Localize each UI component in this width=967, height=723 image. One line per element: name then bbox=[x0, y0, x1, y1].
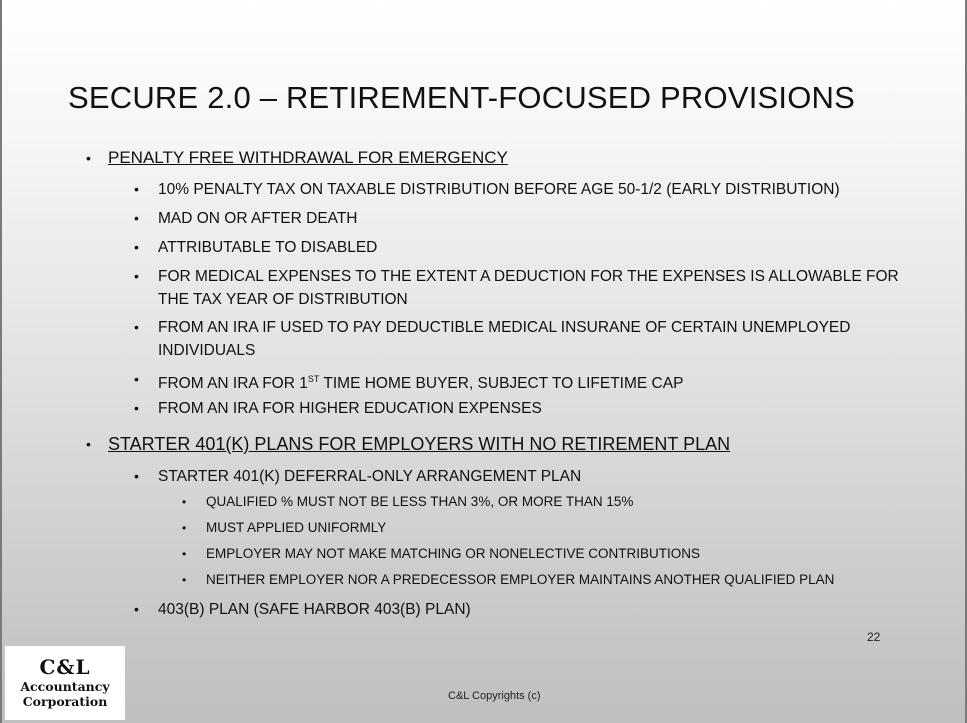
section-heading-text: STARTER 401(K) PLANS FOR EMPLOYERS WITH NO RETIREMENT PLAN bbox=[108, 434, 731, 454]
logo-line1: Accountancy bbox=[20, 679, 110, 694]
sub-list-item-text: EMPLOYER MAY NOT MAKE MATCHING OR NONELECTIVE CONTRIBUTIONS bbox=[206, 546, 701, 561]
list-item-text bbox=[158, 368, 683, 395]
superscript: ST bbox=[307, 374, 320, 384]
bullet-dot: • bbox=[182, 547, 187, 561]
list-item-text: ATTRIBUTABLE TO DISABLED bbox=[158, 239, 378, 256]
bullet-dot: • bbox=[134, 601, 139, 617]
list-item-text-line2: THE TAX YEAR OF DISTRIBUTION bbox=[158, 291, 408, 308]
list-item-text-line2: INDIVIDUALS bbox=[158, 342, 256, 359]
bullet-dot: • bbox=[134, 268, 139, 284]
bullet-dot: • bbox=[86, 150, 91, 166]
bullet-dot: • bbox=[182, 521, 187, 535]
footer-copyright: C&L Copyrights (c) bbox=[448, 690, 541, 702]
list-item-text: MAD ON OR AFTER DEATH bbox=[158, 210, 358, 227]
sub-list-item-text: QUALIFIED % MUST NOT BE LESS THAN 3%, OR MORE THAN 15% bbox=[206, 494, 634, 509]
bullet-dot: • bbox=[134, 400, 139, 416]
company-logo bbox=[5, 646, 125, 720]
bullet-dot: • bbox=[182, 573, 187, 587]
bullet-dot: • bbox=[134, 210, 139, 226]
sub-list-item-text: MUST APPLIED UNIFORMLY bbox=[206, 520, 387, 535]
list-item-text-part2: TIME HOME BUYER, SUBJECT TO LIFETIME CAP bbox=[319, 375, 684, 392]
list-item-text-line1: FOR MEDICAL EXPENSES TO THE EXTENT A DEDUCTION FOR THE EXPENSES IS ALLOWABLE FOR bbox=[158, 268, 899, 285]
slide bbox=[2, 0, 965, 723]
sub-list-item-text: NEITHER EMPLOYER NOR A PREDECESSOR EMPLOYER MAINTAINS ANOTHER QUALIFIED PLAN bbox=[206, 572, 835, 587]
section-heading-text: PENALTY FREE WITHDRAWAL FOR EMERGENCY bbox=[108, 148, 508, 167]
bullet-dot: • bbox=[134, 319, 139, 335]
bullet-dot: • bbox=[134, 468, 139, 484]
list-item-text: FROM AN IRA FOR HIGHER EDUCATION EXPENSES bbox=[158, 400, 542, 417]
page-number: 22 bbox=[867, 630, 881, 644]
bullet-dot: • bbox=[182, 495, 187, 509]
slide-title: SECURE 2.0 – RETIREMENT-FOCUSED PROVISIONS bbox=[68, 80, 855, 115]
logo-mark: C&L bbox=[39, 655, 91, 679]
list-item-text: STARTER 401(K) DEFERRAL-ONLY ARRANGEMENT PLAN bbox=[158, 468, 582, 485]
logo-line2: Corporation bbox=[22, 694, 108, 709]
bullet-dot: • bbox=[134, 239, 139, 255]
list-item-text-line1: FROM AN IRA IF USED TO PAY DEDUCTIBLE MEDICAL INSURANE OF CERTAIN UNEMPLOYED bbox=[158, 319, 851, 336]
list-item-text-part1: FROM AN IRA FOR 1 bbox=[158, 375, 308, 392]
list-item-text: 10% PENALTY TAX ON TAXABLE DISTRIBUTION BEFORE AGE 50-1/2 (EARLY DISTRIBUTION) bbox=[158, 181, 840, 198]
bullet-dot: • bbox=[134, 181, 139, 197]
bullet-dot: • bbox=[134, 371, 139, 387]
bullet-dot: • bbox=[86, 436, 91, 452]
list-item-text: 403(B) PLAN (SAFE HARBOR 403(B) PLAN) bbox=[158, 601, 471, 618]
